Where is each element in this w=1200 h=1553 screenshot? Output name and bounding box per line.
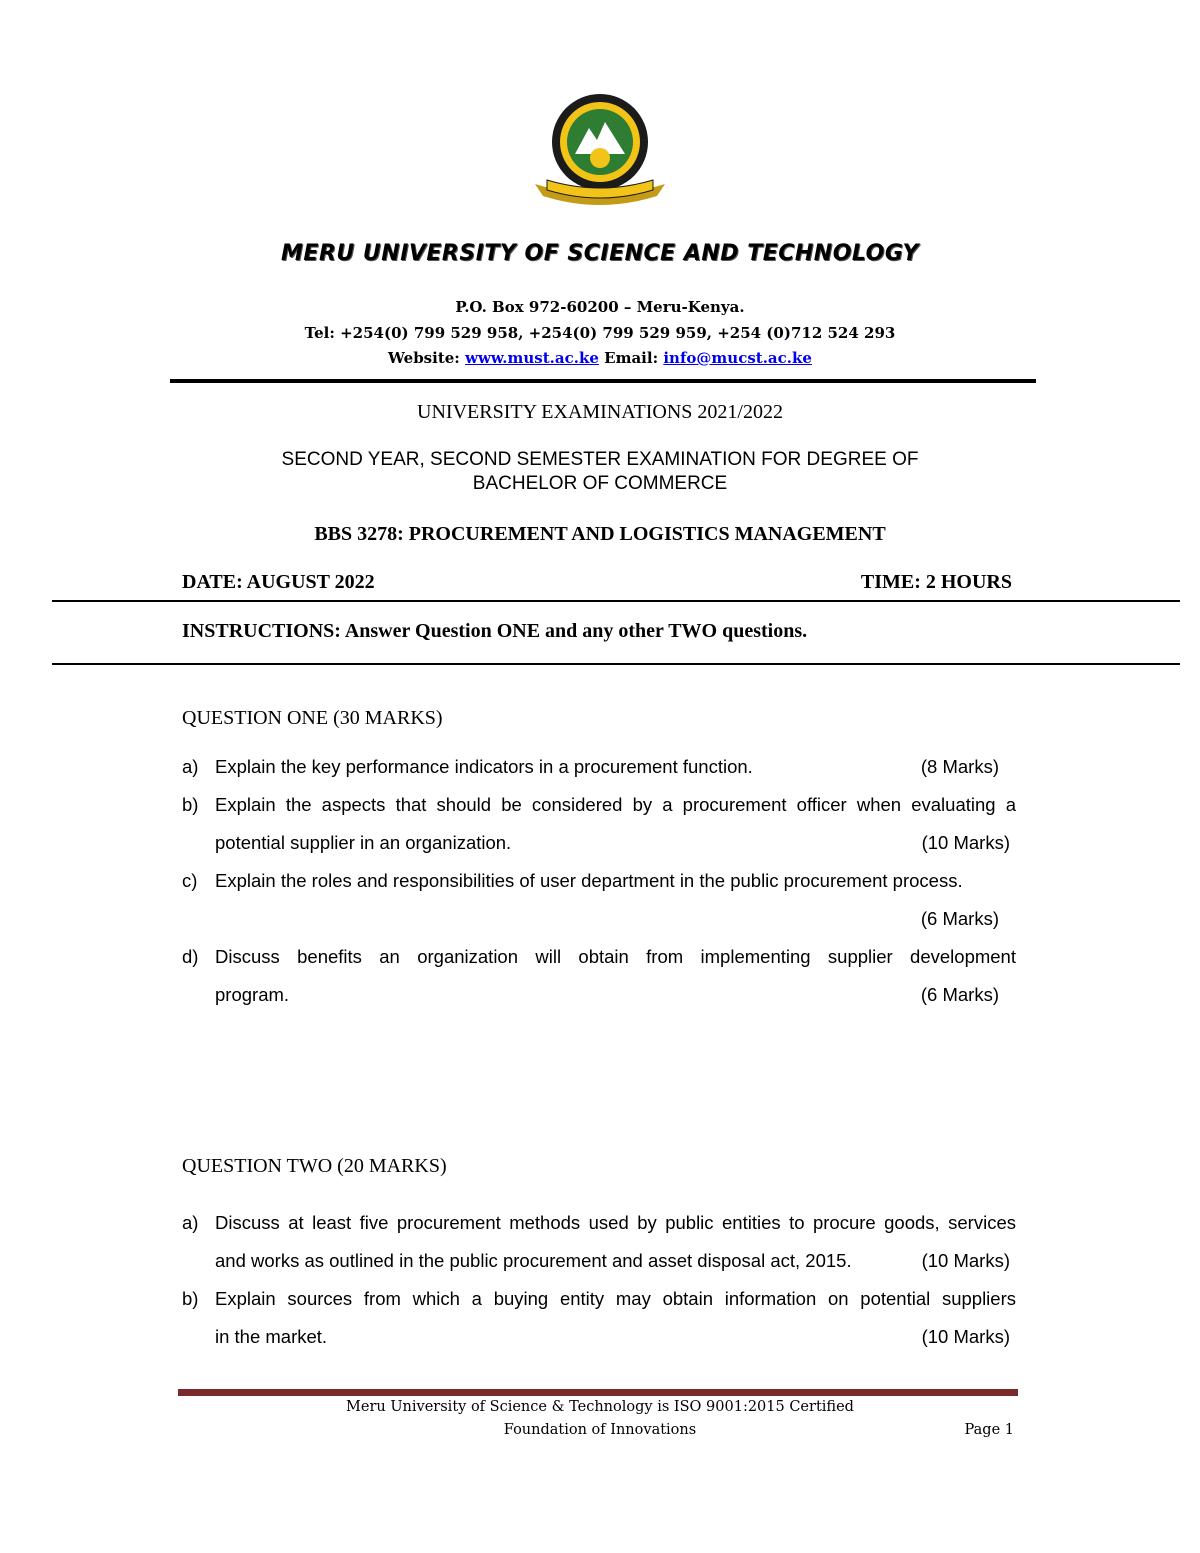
instructions-divider [52, 663, 1180, 665]
question-two-list [182, 1210, 1016, 1354]
list-item: d) Discuss benefits an organization will obtain from implementing supplier development [182, 946, 1016, 967]
header-divider [170, 379, 1036, 383]
page-number: Page 1 [964, 1422, 1014, 1438]
footer-certified: Meru University of Science & Technology is ISO 9001:2015 Certified [346, 1399, 854, 1415]
email-link[interactable]: info@mucst.ac.ke [663, 349, 812, 367]
list-item-continuation: program. (6 Marks) [182, 982, 1016, 1008]
list-item-continuation: and works as outlined in the public procurement and asset disposal act, 2015. (10 Marks) [182, 1248, 1016, 1274]
list-item: b) Explain the aspects that should be considered by a procurement officer when evaluating a [182, 794, 1016, 815]
exam-date: DATE: AUGUST 2022 [182, 571, 375, 593]
question-one-heading: QUESTION ONE (30 MARKS) [182, 707, 443, 729]
question-one-list [182, 754, 1016, 1014]
list-item-continuation: potential supplier in an organization. (10 Marks) [182, 830, 1016, 856]
date-divider [52, 600, 1180, 602]
course-title: BBS 3278: PROCUREMENT AND LOGISTICS MANAGEMENT [314, 523, 886, 545]
university-logo [527, 92, 673, 214]
list-item: a) Explain the key performance indicators in a procurement function. (8 Marks) [182, 754, 1016, 780]
exam-title: UNIVERSITY EXAMINATIONS 2021/2022 [417, 401, 783, 423]
exam-level-line2: BACHELOR OF COMMERCE [472, 473, 728, 494]
po-box: P.O. Box 972-60200 – Meru-Kenya. [455, 298, 745, 316]
exam-time: TIME: 2 HOURS [860, 571, 1012, 593]
footer-motto: Foundation of Innovations [503, 1422, 697, 1438]
university-name: MERU UNIVERSITY OF SCIENCE AND TECHNOLOGY [281, 241, 919, 266]
email-label: Email: [604, 349, 659, 367]
marks: (6 Marks) [920, 908, 999, 929]
list-item: c) Explain the roles and responsibilities of user department in the public procurement process. [182, 870, 963, 891]
marks: (8 Marks) [920, 756, 999, 777]
instructions: INSTRUCTIONS: Answer Question ONE and any other TWO questions. [182, 620, 808, 642]
website-link[interactable]: www.must.ac.ke [465, 349, 599, 367]
marks: (10 Marks) [921, 1250, 1010, 1271]
marks: (10 Marks) [921, 832, 1010, 853]
list-item-continuation [182, 906, 1016, 932]
telephone: Tel: +254(0) 799 529 958, +254(0) 799 529 959, +254 (0)712 524 293 [304, 324, 896, 342]
footer-bar [178, 1389, 1018, 1396]
list-item: b) Explain sources from which a buying entity may obtain information on potential suppliers [182, 1288, 1016, 1309]
marks: (10 Marks) [921, 1326, 1010, 1347]
web-email-line [0, 349, 1200, 367]
question-two-heading: QUESTION TWO (20 MARKS) [182, 1155, 447, 1177]
marks: (6 Marks) [920, 984, 999, 1005]
exam-level-line1: SECOND YEAR, SECOND SEMESTER EXAMINATION FOR DEGREE OF [281, 449, 919, 470]
list-item: a) Discuss at least five procurement methods used by public entities to procure goods, services [182, 1212, 1016, 1233]
list-item-continuation: in the market. (10 Marks) [182, 1324, 1016, 1350]
website-label: Website: [388, 349, 460, 367]
